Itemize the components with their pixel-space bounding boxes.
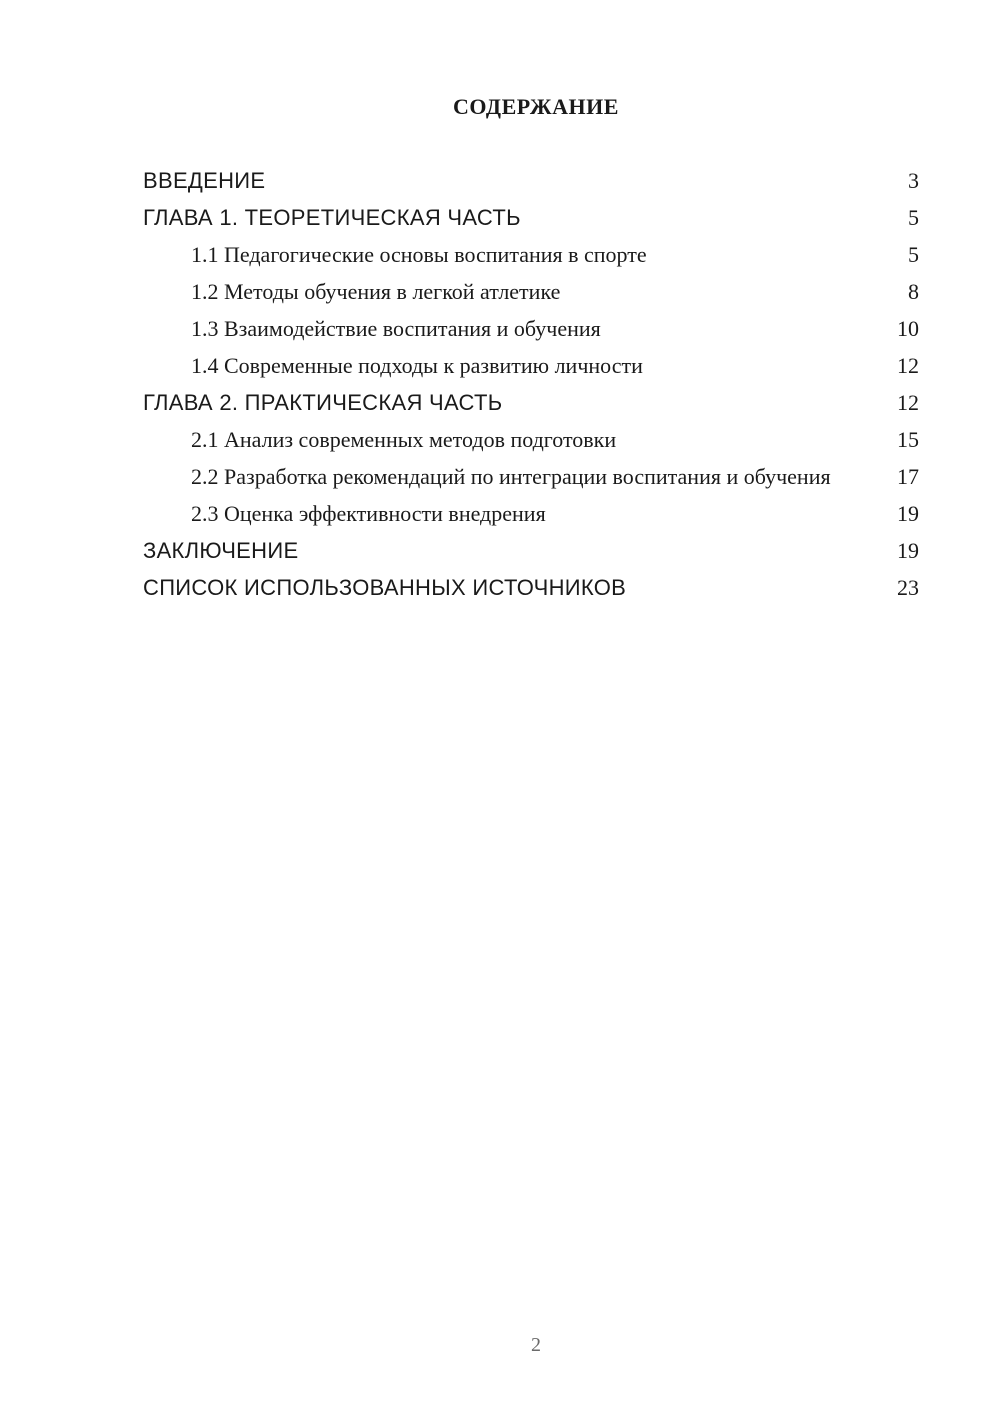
toc-entry-text: 1.4 Современные подходы к развитию личности bbox=[191, 353, 643, 378]
toc-entry-conclusion[interactable] bbox=[143, 538, 919, 564]
toc-entry-text: 2.1 Анализ современных методов подготовки bbox=[191, 427, 617, 452]
toc-entry-section-1-2[interactable] bbox=[143, 279, 919, 305]
toc-entry-page: 19 bbox=[897, 538, 919, 563]
toc-entry-page: 15 bbox=[897, 427, 919, 452]
toc-entry-page: 8 bbox=[908, 279, 919, 304]
page-number: 2 bbox=[531, 1334, 541, 1356]
toc-entry-page: 3 bbox=[908, 168, 919, 193]
toc-entry-text: ГЛАВА 2. ПРАКТИЧЕСКАЯ ЧАСТЬ bbox=[143, 390, 503, 415]
toc-entry-section-2-2[interactable] bbox=[143, 464, 919, 490]
toc-entry-text: 1.3 Взаимодействие воспитания и обучения bbox=[191, 316, 601, 341]
toc-entry-text: ВВЕДЕНИЕ bbox=[143, 168, 266, 193]
toc-entry-text: ЗАКЛЮЧЕНИЕ bbox=[143, 538, 299, 563]
toc-entry-chapter-2[interactable] bbox=[143, 390, 919, 416]
toc-entry-page: 10 bbox=[897, 316, 919, 341]
toc-entry-text: 2.3 Оценка эффективности внедрения bbox=[191, 501, 546, 526]
toc-entry-page: 17 bbox=[897, 464, 919, 489]
toc-entry-page: 19 bbox=[897, 501, 919, 526]
toc-entry-text: 2.2 Разработка рекомендаций по интеграции воспитания и обучения bbox=[191, 464, 831, 489]
toc-entry-text: ГЛАВА 1. ТЕОРЕТИЧЕСКАЯ ЧАСТЬ bbox=[143, 205, 521, 230]
toc-entry-text: СПИСОК ИСПОЛЬЗОВАННЫХ ИСТОЧНИКОВ bbox=[143, 575, 627, 600]
toc-entry-references[interactable] bbox=[143, 575, 919, 601]
toc-entry-section-1-1[interactable] bbox=[143, 242, 919, 268]
toc-entry-page: 23 bbox=[897, 575, 919, 600]
toc-entry-introduction[interactable] bbox=[143, 168, 919, 194]
toc-entry-page: 5 bbox=[908, 205, 919, 230]
toc-entry-section-2-3[interactable] bbox=[143, 501, 919, 527]
toc-title: СОДЕРЖАНИЕ bbox=[453, 94, 619, 119]
toc-entry-text: 1.2 Методы обучения в легкой атлетике bbox=[191, 279, 561, 304]
toc-entry-page: 12 bbox=[897, 390, 919, 415]
toc-entry-text: 1.1 Педагогические основы воспитания в спорте bbox=[191, 242, 647, 267]
toc-entry-section-1-3[interactable] bbox=[143, 316, 919, 342]
toc-entry-section-1-4[interactable] bbox=[143, 353, 919, 379]
toc-entry-chapter-1[interactable] bbox=[143, 205, 919, 231]
table-of-contents bbox=[143, 168, 919, 612]
toc-entry-section-2-1[interactable] bbox=[143, 427, 919, 453]
toc-entry-page: 5 bbox=[908, 242, 919, 267]
toc-entry-page: 12 bbox=[897, 353, 919, 378]
